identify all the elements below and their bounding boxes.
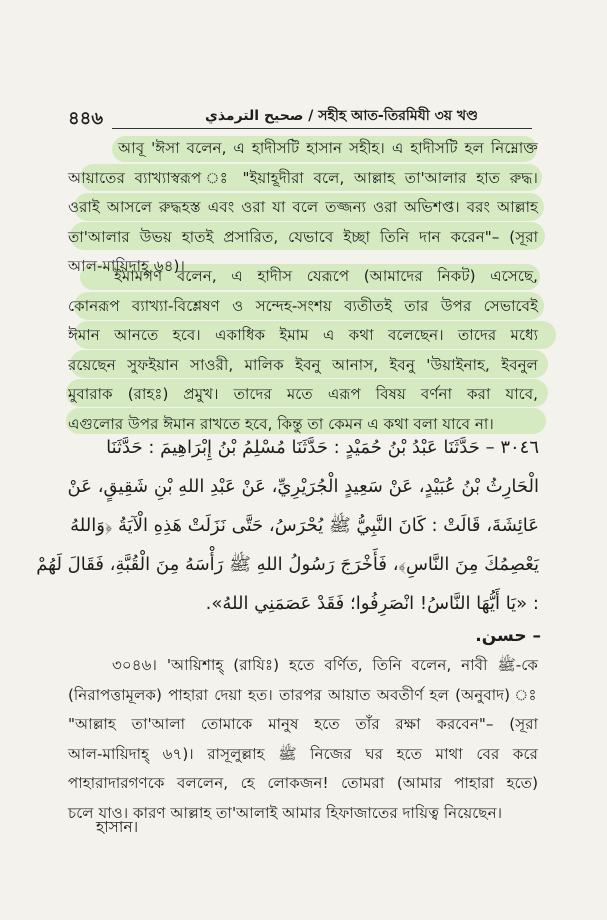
text-line: চলে যাও। কারণ আল্লাহ তা'আলাই আমার হিফাজাতের দায়িত্ব নিয়েছেন। <box>68 803 503 822</box>
arabic-line: عَائِشَةَ، قَالَتْ : كَانَ النَّبِيُّ ﷺ يُحْرَسُ، حَتَّى نَزَلَتْ هَذِهِ الْآيَةُ ﴿وَاللهُ <box>70 515 539 536</box>
commentary-paragraph-2 <box>68 262 538 439</box>
grade-arabic: – حسن. <box>475 626 541 646</box>
arabic-line: : «يَا أَيُّهَا النَّاسُ! انْصَرِفُوا؛ فَقَدْ عَصَمَنِي اللهُ». <box>205 593 539 614</box>
text-line: পাহারাদারগণকে বললেন, হে লোকজন! তোমরা (আমার পাহারা হতে) <box>68 774 538 792</box>
running-head <box>205 104 478 128</box>
arabic-line: ٣٠٤٦ – حَدَّثَنَا عَبْدُ بْنُ حُمَيْدٍ : حَدَّثَنَا مُسْلِمُ بْنُ إِبْرَاهِيمَ : حَدَّثَنَا <box>106 437 539 458</box>
text-line: "আল্লাহ তা'আলা তোমাকে মানুষ হতে তাঁর রক্ষা করবেন"– (সূরা <box>68 715 538 733</box>
text-line: ওরাই আসলে রুদ্ধহস্ত এবং ওরা যা বলে তজ্জন্য ওরা অভিশপ্ত। বরং আল্লাহ <box>68 198 538 216</box>
text-line: ঈমান আনতে হবে। একাধিক ইমাম এ কথা বলেছেন। তাদের মধ্যে <box>68 326 538 344</box>
header-rule <box>112 128 532 129</box>
text-line: আল-মায়িদাহ্ ৬৭)। রাসূলুল্লাহ ﷺ নিজের ঘর হতে মাথা বের করে <box>68 744 538 763</box>
hadith-translation <box>68 651 538 828</box>
arabic-line: الْحَارِثُ بْنُ عُبَيْدٍ، عَنْ سَعِيدٍ الْجُرَيْرِيِّ، عَنْ عَبْدِ اللهِ بْنِ شَقِيقٍ، عَنْ <box>67 476 539 497</box>
grade-bengali: হাসান। <box>96 818 139 836</box>
text-line: আবূ 'ঈসা বলেন, এ হাদীসটি হাসান সহীহ। এ হাদীসটি হল নিম্নোক্ত <box>118 139 538 157</box>
text-line: ৩০৪৬। 'আয়িশাহ্ (রাযিঃ) হতে বর্ণিত, তিনি বলেন, নাবী ﷺ-কে <box>112 656 538 674</box>
text-line: মুবারাক (রাহঃ) প্রমুখ। তাদের মতে এরূপ বিষয় বর্ণনা করা যাবে, <box>68 385 538 403</box>
text-line: এগুলোর উপর ঈমান রাখতে হবে, কিন্তু তা কেমন এ কথা বলা যাবে না। <box>68 414 494 433</box>
text-line: রয়েছেন সুফইয়ান সাওরী, মালিক ইবনু আনাস, ইবনু 'উয়াইনাহ, ইবনুল <box>68 355 538 374</box>
page-number: ৪৪৬ <box>68 108 104 129</box>
arabic-line: يَعْصِمُكَ مِنَ النَّاسِ﴾، فَأَخْرَجَ رَسُولُ اللهِ ﷺ رَأْسَهُ مِنَ الْقُبَّةِ، فَقَالَ لَهُمْ <box>36 554 539 575</box>
text-line: (নিরাপত্তামূলক) পাহারা দেয়া হত। তারপর আয়াত অবতীর্ণ হল (অনুবাদ) ঃ <box>68 685 538 704</box>
text-line: কোনরূপ ব্যাখ্যা-বিশ্লেষণ ও সন্দেহ-সংশয় ব্যতীতই তার উপর সেভাবেই <box>68 296 538 315</box>
text-line: ইমামগণ বলেন, এ হাদীস যেরূপে (আমাদের নিকট) এসেছে, <box>114 267 538 285</box>
running-head-bengali: / সহীহ আত-তিরমিযী ৩য় খণ্ড <box>308 108 478 124</box>
text-line: তা'আলার উভয় হাতই প্রসারিত, যেভাবে ইচ্ছা তিনি দান করেন"– (সূরা <box>68 227 538 246</box>
text-line: আল-মায়িদাহ্ ৬৪)। <box>68 257 185 275</box>
hadith-arabic <box>36 428 539 623</box>
text-line: আয়াতের ব্যাখ্যাস্বরূপ ঃ "ইয়াহূদীরা বলে, আল্লাহ তা'আলার হাত রুদ্ধ। <box>68 168 538 187</box>
commentary-paragraph-1 <box>68 134 538 282</box>
running-head-arabic: صحيح الترمذي <box>205 108 304 124</box>
